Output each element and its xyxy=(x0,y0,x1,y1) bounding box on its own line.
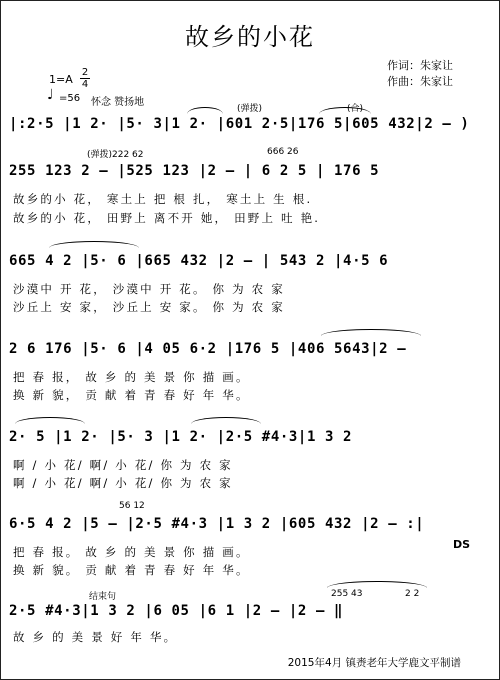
lyric-verse-2: 故乡的小 花， 田野上 离不开 她， 田野上 吐 艳. xyxy=(13,211,321,225)
time-signature-bottom: 4 xyxy=(81,79,89,90)
lyric-verse-2: 换 新 貌。 贡 献 着 青 春 好 年 华。 xyxy=(13,563,250,577)
annotation-s7-b: 255 43 xyxy=(331,589,363,599)
lyric-verse-1: 把 春 报， 故 乡 的 美 景 你 描 画。 xyxy=(13,370,250,384)
notation-line: 2·5 #4·3|1 3 2 |6 05 |6 1 |2 – |2 – ‖ xyxy=(9,603,344,619)
notation-line: 6·5 4 2 |5 – |2·5 #4·3 |1 3 2 |605 432 |2 – :| xyxy=(9,516,425,532)
lyric-verse-1: 故 乡 的 美 景 好 年 华。 xyxy=(13,630,178,644)
tempo-marking: =56 xyxy=(59,93,81,104)
slur-mark xyxy=(319,107,371,114)
lyric-verse-1: 把 春 报。 故 乡 的 美 景 你 描 画。 xyxy=(13,545,250,559)
notation-line: 2· 5 |1 2· |5· 3 |1 2· |2·5 #4·3|1 3 2 xyxy=(9,429,353,445)
annotation-intro-2: (合) xyxy=(347,104,364,114)
lyricist-credit: 作词：朱家让 xyxy=(387,59,453,72)
quarter-note-icon: ♩ xyxy=(47,87,54,103)
notation-line: |:2·5 |1 2· |5· 3|1 2· |601 2·5|176 5|605 432|2 – ) xyxy=(9,116,470,132)
annotation-s2-b: 666 26 xyxy=(267,147,299,157)
annotation-intro-1: (弹拨) xyxy=(237,104,263,114)
annotation-s7-c: 2 2 xyxy=(405,589,420,599)
lyric-verse-1: 啊 / 小 花/ 啊/ 小 花/ 你 为 农 家 xyxy=(13,458,233,472)
slur-mark xyxy=(15,417,85,424)
song-title: 故乡的小花 xyxy=(185,23,315,51)
slur-mark xyxy=(321,329,421,336)
notation-line: 665 4 2 |5· 6 |665 432 |2 – | 543 2 |4·5 6 xyxy=(9,253,389,269)
lyric-verse-2: 沙丘上 安 家， 沙丘上 安 家。 你 为 农 家 xyxy=(13,300,285,314)
slur-mark xyxy=(187,107,223,114)
time-signature xyxy=(79,67,91,90)
slur-mark xyxy=(49,241,139,248)
notation-line: 2 6 176 |5· 6 |4 05 6·2 |176 5 |406 5643|2 – xyxy=(9,341,407,357)
annotation-ending: 结束句 xyxy=(89,592,117,602)
slur-mark xyxy=(191,417,261,424)
annotation-s6-a: 56 12 xyxy=(119,501,145,511)
lyric-verse-1: 沙漠中 开 花， 沙漠中 开 花。 你 为 农 家 xyxy=(13,282,285,296)
lyric-verse-2: 啊 / 小 花/ 啊/ 小 花/ 你 为 农 家 xyxy=(13,476,233,490)
ds-mark: DS xyxy=(453,538,471,551)
footer-credit: 2015年4月 镇赉老年大学鹿文平制谱 xyxy=(287,657,461,669)
annotation-s2-a: (弹拨)222 62 xyxy=(87,150,144,160)
lyric-verse-2: 换 新 貌， 贡 献 着 青 春 好 年 华。 xyxy=(13,388,250,402)
time-signature-top: 2 xyxy=(81,67,89,78)
composer-credit: 作曲：朱家让 xyxy=(387,75,453,88)
expression-marking: 怀念 赞扬地 xyxy=(91,97,145,108)
key-signature: 1=A xyxy=(49,73,73,86)
slur-mark xyxy=(327,581,427,588)
notation-line: 255 123 2 – |525 123 |2 – | 6 2 5 | 176 5 xyxy=(9,163,380,179)
lyric-verse-1: 故乡的小 花， 寒土上 把 根 扎， 寒土上 生 根. xyxy=(13,192,313,206)
